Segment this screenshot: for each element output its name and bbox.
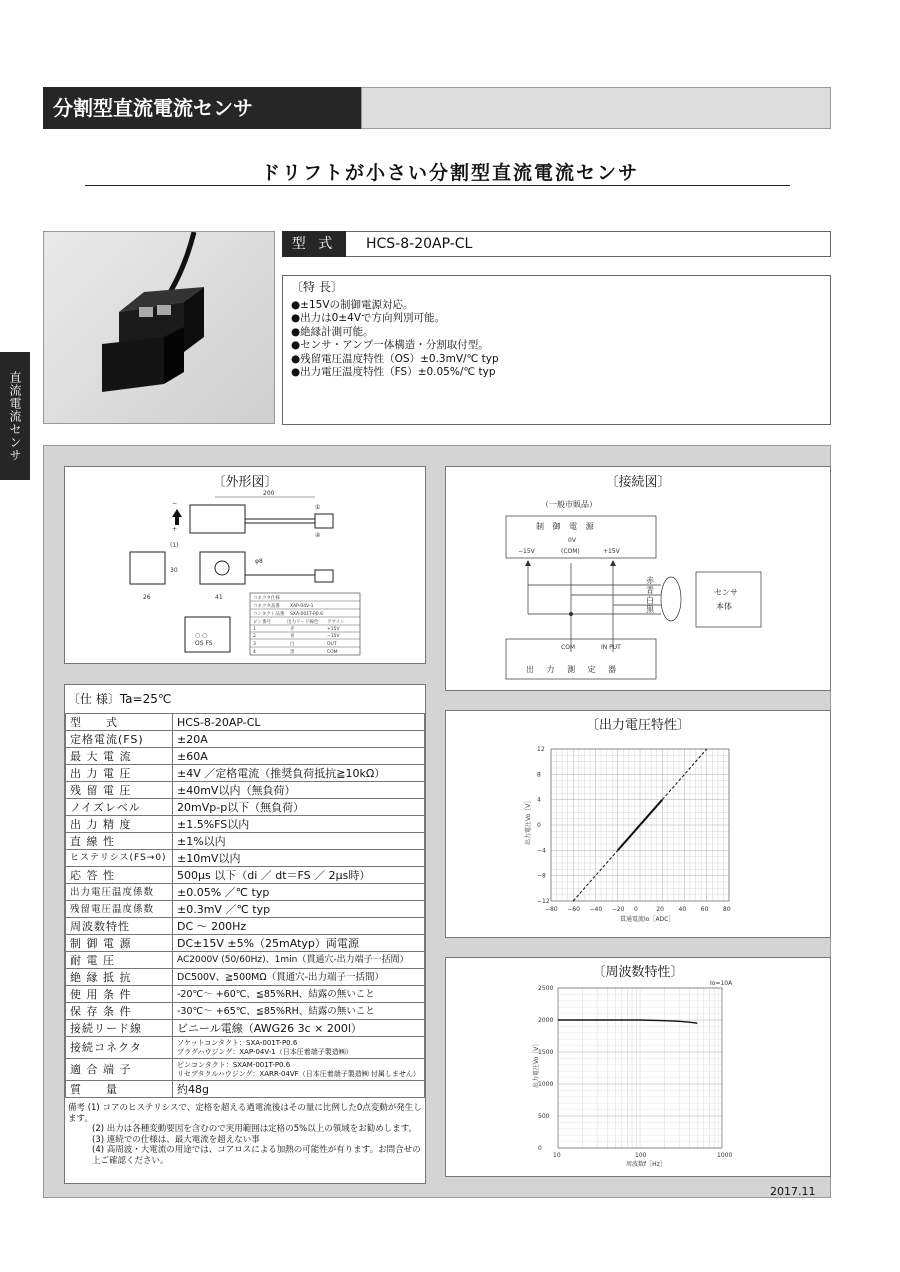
table-row bbox=[66, 731, 425, 748]
spec-key: 出 力 電 圧 bbox=[66, 765, 173, 782]
spec-key: ノイズレベル bbox=[66, 799, 173, 816]
table-row bbox=[66, 1037, 425, 1059]
svg-text:IN PUT: IN PUT bbox=[601, 644, 621, 651]
svg-text:コネクタ品番: コネクタ品番 bbox=[253, 604, 280, 609]
spec-value: -30℃〜 +65℃、≦85%RH、結露の無いこと bbox=[173, 1003, 425, 1020]
x-tick-label: −20 bbox=[611, 906, 625, 913]
model-value: HCS-8-20AP-CL bbox=[366, 236, 473, 252]
spec-key: 定格電流(FS) bbox=[66, 731, 173, 748]
svg-text:コンタクト品番: コンタクト品番 bbox=[253, 612, 285, 617]
frequency-chart bbox=[446, 958, 830, 1176]
dim-26: 26 bbox=[143, 594, 151, 601]
x-tick-label: 80 bbox=[723, 906, 731, 913]
table-row bbox=[66, 969, 425, 986]
svg-text:SXA-001T-P0.6: SXA-001T-P0.6 bbox=[290, 612, 323, 617]
spec-title: 〔仕 様〕Ta=25℃ bbox=[68, 692, 172, 706]
table-row bbox=[66, 782, 425, 799]
spec-key: 接続コネクタ bbox=[66, 1037, 173, 1059]
outline-panel bbox=[64, 466, 426, 664]
spec-value: ±0.05% ／℃ typ bbox=[173, 884, 425, 901]
dim-4: ④ bbox=[315, 532, 321, 539]
feature-item: ●絶縁計測可能。 bbox=[291, 325, 374, 338]
spec-value: ±60A bbox=[173, 748, 425, 765]
y-tick-label: −4 bbox=[537, 847, 546, 855]
table-row bbox=[66, 833, 425, 850]
table-row bbox=[66, 765, 425, 782]
x-tick-label: 10 bbox=[553, 1152, 561, 1159]
spec-table bbox=[65, 713, 425, 1098]
table-row bbox=[66, 1003, 425, 1020]
svg-text:COM: COM bbox=[327, 650, 338, 655]
x-axis-label: 周波数f［Hz］ bbox=[626, 1161, 666, 1168]
note-item: (2) 出力は各種変動要因を含むので実用範囲は定格の5%以上の領域をお勧めします。 bbox=[92, 1124, 418, 1134]
x-tick-label: −60 bbox=[567, 906, 580, 913]
annotation: Io=10A bbox=[710, 980, 733, 987]
spec-key: 周波数特性 bbox=[66, 918, 173, 935]
connector-table bbox=[250, 593, 360, 655]
y-tick-label: −8 bbox=[537, 872, 546, 880]
wiring-title: 〔接続図〕 bbox=[605, 475, 671, 490]
spec-key: 最 大 電 流 bbox=[66, 748, 173, 765]
y-tick-label: 8 bbox=[537, 771, 541, 779]
svg-text:青: 青 bbox=[290, 634, 295, 639]
table-row bbox=[66, 884, 425, 901]
subtitle-underline bbox=[85, 185, 790, 186]
page-header-title: 分割型直流電流センサ bbox=[43, 87, 361, 129]
x-tick-label: 1000 bbox=[717, 1152, 733, 1159]
model-label: 型 式 bbox=[282, 231, 346, 257]
feature-item: ●残留電圧温度特性（OS）±0.3mV/℃ typ bbox=[291, 352, 499, 365]
spec-value: DC 〜 200Hz bbox=[173, 918, 425, 935]
wiring-diagram bbox=[446, 467, 830, 690]
svg-text:制 御 電 源: 制 御 電 源 bbox=[536, 522, 597, 531]
feature-item: ●±15Vの制御電源対応。 bbox=[291, 298, 414, 311]
spec-key: 応 答 性 bbox=[66, 867, 173, 884]
spec-key: 質 量 bbox=[66, 1081, 173, 1098]
svg-text:本体: 本体 bbox=[716, 602, 732, 611]
svg-text:0V: 0V bbox=[568, 537, 576, 544]
os-fs-label-2: OS FS bbox=[195, 640, 213, 647]
table-row bbox=[66, 1081, 425, 1098]
spec-value: DC500V、≧500MΩ（貫通穴-出力端子一括間） bbox=[173, 969, 425, 986]
svg-text:4: 4 bbox=[253, 650, 256, 655]
spec-value: 20mVp-p以下（無負荷） bbox=[173, 799, 425, 816]
dim-30: 30 bbox=[170, 567, 178, 574]
y-tick-label: 12 bbox=[537, 746, 545, 753]
y-tick-label: 2500 bbox=[538, 985, 554, 992]
svg-text:白: 白 bbox=[646, 596, 654, 605]
spec-key: 直 線 性 bbox=[66, 833, 173, 850]
x-tick-label: 20 bbox=[656, 906, 664, 913]
spec-value: ±4V ／定格電流（推奨負荷抵抗≧10kΩ） bbox=[173, 765, 425, 782]
svg-text:−15V: −15V bbox=[327, 634, 340, 639]
spec-value: ピンコンタクト：SXAM-001T-P0.6 リセプタクルハウジング：XARR-04VF（日本圧着端子製造㈱ 付属しません） bbox=[173, 1059, 425, 1081]
svg-text:(COM): (COM) bbox=[561, 548, 580, 555]
dim-1: ① bbox=[315, 504, 321, 511]
spec-value: ソケットコンタクト：SXA-001T-P0.6 プラグハウジング：XAP-04V-1（日本圧着端子製造㈱） bbox=[173, 1037, 425, 1059]
table-row bbox=[66, 901, 425, 918]
dim-paren1: (1) bbox=[170, 542, 179, 549]
outline-drawing bbox=[65, 467, 425, 663]
dim-plus: + bbox=[172, 526, 178, 533]
svg-text:−15V: −15V bbox=[518, 548, 535, 555]
svg-text:1: 1 bbox=[253, 627, 256, 632]
svg-text:赤: 赤 bbox=[646, 576, 654, 585]
side-tab[interactable]: 直流電流センサ bbox=[0, 352, 30, 480]
spec-value: ±10mV以内 bbox=[173, 850, 425, 867]
chart-title: 〔周波数特性〕 bbox=[592, 965, 684, 980]
table-row bbox=[66, 918, 425, 935]
spec-key: 適 合 端 子 bbox=[66, 1059, 173, 1081]
spec-value: 500μs 以下（di ／ dt＝FS ／ 2μs時） bbox=[173, 867, 425, 884]
x-axis-label: 貫通電流Io［ADC］ bbox=[620, 916, 675, 923]
table-row bbox=[66, 986, 425, 1003]
table-row bbox=[66, 1020, 425, 1037]
feature-item: ●出力電圧温度特性（FS）±0.05%/℃ typ bbox=[291, 366, 496, 378]
svg-text:コネクタ仕様: コネクタ仕様 bbox=[253, 596, 280, 601]
dim-phi8: φ8 bbox=[255, 558, 263, 565]
spec-key: 保 存 条 件 bbox=[66, 1003, 173, 1020]
y-tick-label: 2000 bbox=[538, 1017, 554, 1024]
x-tick-label: 40 bbox=[678, 906, 687, 913]
note-item: (3) 連続での仕様は、最大電流を超えない事 bbox=[92, 1134, 260, 1145]
svg-text:出 力 測 定 器: 出 力 測 定 器 bbox=[526, 665, 622, 674]
table-row bbox=[66, 714, 425, 731]
svg-text:ピン番号: ピン番号 bbox=[253, 620, 271, 625]
svg-text:赤: 赤 bbox=[290, 627, 295, 632]
feature-item: ●出力は0±4Vで方向判別可能。 bbox=[291, 312, 446, 324]
y-tick-label: 0 bbox=[538, 1145, 542, 1152]
spec-key: ヒステリシス(FS→0) bbox=[66, 850, 173, 867]
features-box bbox=[282, 275, 831, 425]
svg-text:黒: 黒 bbox=[290, 650, 295, 655]
svg-text:+15V: +15V bbox=[327, 627, 340, 632]
notes bbox=[68, 1103, 423, 1166]
y-tick-label: 0 bbox=[537, 822, 541, 829]
y-axis-label: 出力電圧Vo［V］ bbox=[525, 797, 532, 845]
wiring-panel bbox=[445, 466, 831, 691]
output-voltage-chart bbox=[446, 711, 830, 937]
features-title: 〔特 長〕 bbox=[291, 280, 343, 294]
spec-value: ±40mV以内（無負荷） bbox=[173, 782, 425, 799]
table-row bbox=[66, 816, 425, 833]
spec-key: 残留電圧温度係数 bbox=[66, 901, 173, 918]
dim-41: 41 bbox=[215, 594, 223, 601]
spec-value: ±20A bbox=[173, 731, 425, 748]
y-tick-label: −12 bbox=[537, 898, 550, 905]
x-tick-label: 0 bbox=[634, 906, 638, 913]
dim-200: 200 bbox=[263, 490, 275, 497]
table-row bbox=[66, 850, 425, 867]
svg-text:アサイン: アサイン bbox=[327, 620, 345, 625]
table-row bbox=[66, 799, 425, 816]
spec-value: AC2000V (50/60Hz)、1min（貫通穴-出力端子一括間） bbox=[173, 952, 425, 969]
table-row bbox=[66, 935, 425, 952]
svg-text:+15V: +15V bbox=[603, 548, 620, 555]
page-subtitle: ドリフトが小さい分割型直流電流センサ bbox=[260, 162, 639, 184]
note-item: 備考 (1) コアのヒステリシスで、定格を超える過電流後はその量に比例した0点変動が発生します。 bbox=[68, 1103, 422, 1124]
spec-value: ±0.3mV ／℃ typ bbox=[173, 901, 425, 918]
chart-title: 〔出力電圧特性〕 bbox=[585, 718, 690, 733]
y-axis-label: 出力電圧Vo［V］ bbox=[533, 1040, 540, 1088]
table-row bbox=[66, 1059, 425, 1081]
x-tick-label: −80 bbox=[545, 906, 558, 913]
note-item: (4) 高周波・大電流の用途では、コアロスによる加熱の可能性が有ります。お問合せの上ご確認ください。 bbox=[92, 1145, 421, 1166]
spec-key: 接続リード線 bbox=[66, 1020, 173, 1037]
product-photo bbox=[43, 231, 275, 424]
outline-title: 〔外形図〕 bbox=[212, 475, 278, 490]
table-row bbox=[66, 867, 425, 884]
spec-key: 残 留 電 圧 bbox=[66, 782, 173, 799]
spec-key: 出力電圧温度係数 bbox=[66, 884, 173, 901]
feature-item: ●センサ・アンプ一体構造・分割取付型。 bbox=[291, 339, 489, 351]
os-fs-label: ○ ○ bbox=[195, 632, 208, 639]
svg-text:出力リード線色: 出力リード線色 bbox=[287, 620, 319, 625]
output-voltage-panel bbox=[445, 710, 831, 938]
spec-key: 出 力 精 度 bbox=[66, 816, 173, 833]
spec-value: ±1%以内 bbox=[173, 833, 425, 850]
x-tick-label: 100 bbox=[635, 1152, 647, 1159]
spec-value: -20℃〜 +60℃、≦85%RH、結露の無いこと bbox=[173, 986, 425, 1003]
spec-key: 制 御 電 源 bbox=[66, 935, 173, 952]
y-tick-label: 4 bbox=[537, 796, 541, 804]
spec-value: ビニール電線（AWG26 3c × 200l） bbox=[173, 1020, 425, 1037]
spec-key: 使 用 条 件 bbox=[66, 986, 173, 1003]
svg-text:COM: COM bbox=[561, 644, 576, 651]
y-tick-label: 1500 bbox=[538, 1049, 554, 1056]
spec-key: 型 式 bbox=[66, 714, 173, 731]
svg-text:青: 青 bbox=[646, 586, 654, 595]
svg-text:黒: 黒 bbox=[646, 605, 654, 614]
x-tick-label: 60 bbox=[700, 906, 709, 913]
svg-text:白: 白 bbox=[290, 642, 295, 647]
dim-minus: − bbox=[172, 500, 178, 507]
svg-text:2: 2 bbox=[253, 634, 256, 639]
spec-value: ±1.5%FS以内 bbox=[173, 816, 425, 833]
page-header-bar bbox=[361, 87, 831, 129]
date: 2017.11 bbox=[770, 1185, 816, 1198]
svg-text:OUT: OUT bbox=[327, 642, 337, 647]
frequency-panel bbox=[445, 957, 831, 1177]
series-line bbox=[558, 1020, 697, 1023]
y-tick-label: 500 bbox=[538, 1113, 550, 1120]
table-row bbox=[66, 952, 425, 969]
svg-text:（一般市販品）: （一般市販品） bbox=[541, 500, 597, 509]
spec-value: HCS-8-20AP-CL bbox=[173, 714, 425, 731]
spec-value: 約48g bbox=[173, 1081, 425, 1098]
svg-text:3: 3 bbox=[253, 642, 256, 647]
svg-text:センサ: センサ bbox=[714, 588, 738, 597]
table-row bbox=[66, 748, 425, 765]
spec-key: 絶 縁 抵 抗 bbox=[66, 969, 173, 986]
spec-key: 耐 電 圧 bbox=[66, 952, 173, 969]
model-box bbox=[282, 231, 831, 257]
x-tick-label: −40 bbox=[589, 906, 603, 913]
y-tick-label: 1000 bbox=[538, 1081, 554, 1088]
svg-text:XAP-04V-1: XAP-04V-1 bbox=[290, 604, 314, 609]
spec-value: DC±15V ±5%（25mAtyp）両電源 bbox=[173, 935, 425, 952]
